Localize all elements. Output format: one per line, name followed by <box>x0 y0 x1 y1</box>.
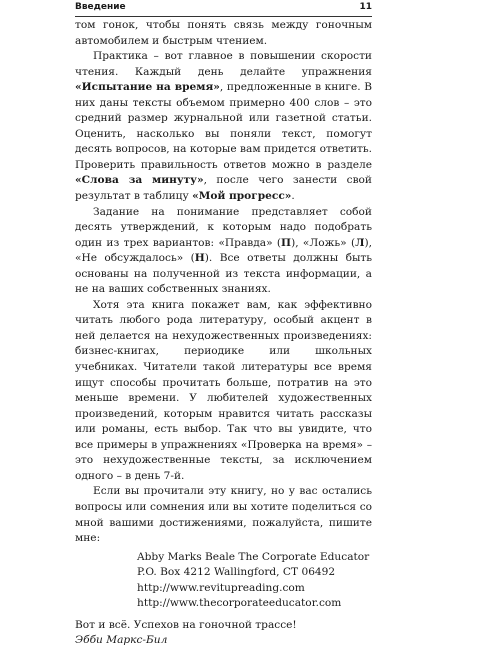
text-span: ), «Не обсуждалось» ( <box>75 236 372 265</box>
text-span: Задание на понимание представляет собой десять утверждений, к которым надо подобрать один из трех вариантов: «Правда» ( <box>75 205 372 249</box>
header-section-title: Введение <box>75 2 126 12</box>
contact-address <box>137 550 372 612</box>
bold-letter-not-discussed: Н <box>194 252 205 265</box>
text-span: Практика – вот главное в повышении скорости чтения. Каждый день делайте упражнения <box>75 50 372 78</box>
text-span: ). Все ответы должны быть основаны на полученной из текста информации, а не на ваших собственных знаниях. <box>75 252 373 296</box>
bold-term-words-per-minute: «Слова за минуту» <box>75 174 204 187</box>
paragraph-continuation: том гонок, чтобы понять связь между гоночным автомобилем и быстрым чтением. <box>75 19 372 47</box>
farewell-line: Вот и всё. Успехов на гоночной трассе! <box>75 618 297 631</box>
address-url-revitupreading: http://www.revitupreading.com <box>137 581 305 594</box>
paragraph-contact: Если вы прочитали эту книгу, но у вас остались вопросы или сомнения или вы хотите поделиться со мной вашими достижениями, пожалуйста, пишите мне: <box>75 485 372 545</box>
page-number: 11 <box>359 2 372 12</box>
paragraph-practice <box>75 49 372 204</box>
bold-letter-true: П <box>281 236 292 249</box>
running-header <box>75 1 372 17</box>
bold-letter-false: Л <box>355 236 365 249</box>
page-body <box>75 18 372 649</box>
address-postal-line: P.O. Box 4212 Wallingford, CT 06492 <box>137 566 336 579</box>
author-signature: Эбби Маркс-Бил <box>75 634 168 647</box>
address-name-line: Abby Marks Beale The Corporate Educator <box>137 550 370 563</box>
text-span: ), «Ложь» ( <box>291 236 356 249</box>
paragraph-comprehension <box>75 205 372 298</box>
paragraph-nonfiction: Хотя эта книга покажет вам, как эффективно читать любого рода литературу, особый акцент в ней делается на нехудожественных произведениях: бизнес-книгах, периодике или школьных учебниках. Читатели такой литературы все время ищут способы прочитать больше, потратив на это меньше времени. У любителей художественных произведений, которым нравится читать рассказы или романы, есть выбор. Так что вы увидите, что все примеры в упражнениях «Проверка на время» – это нехудожественные тексты, за исключением одного – в день 7-й. <box>75 298 372 482</box>
address-url-corporateeducator: http://www.thecorporateeducator.com <box>137 597 342 610</box>
bold-term-time-test: «Испытание на время» <box>75 81 220 94</box>
text-span: , предложенные в книге. В них даны тексты объемом примерно 400 слов – это средний размер журнальной или газетной статьи. Оценить, насколько вы поняли текст, помогут десять вопросов, на которые вам придется ответить. Проверить правильность ответов можно в разделе <box>75 81 372 171</box>
bold-term-my-progress: «Мой прогресс» <box>192 190 292 203</box>
text-span: , после чего занести свой результат в таблицу <box>75 174 372 203</box>
text-span: . <box>291 190 295 203</box>
